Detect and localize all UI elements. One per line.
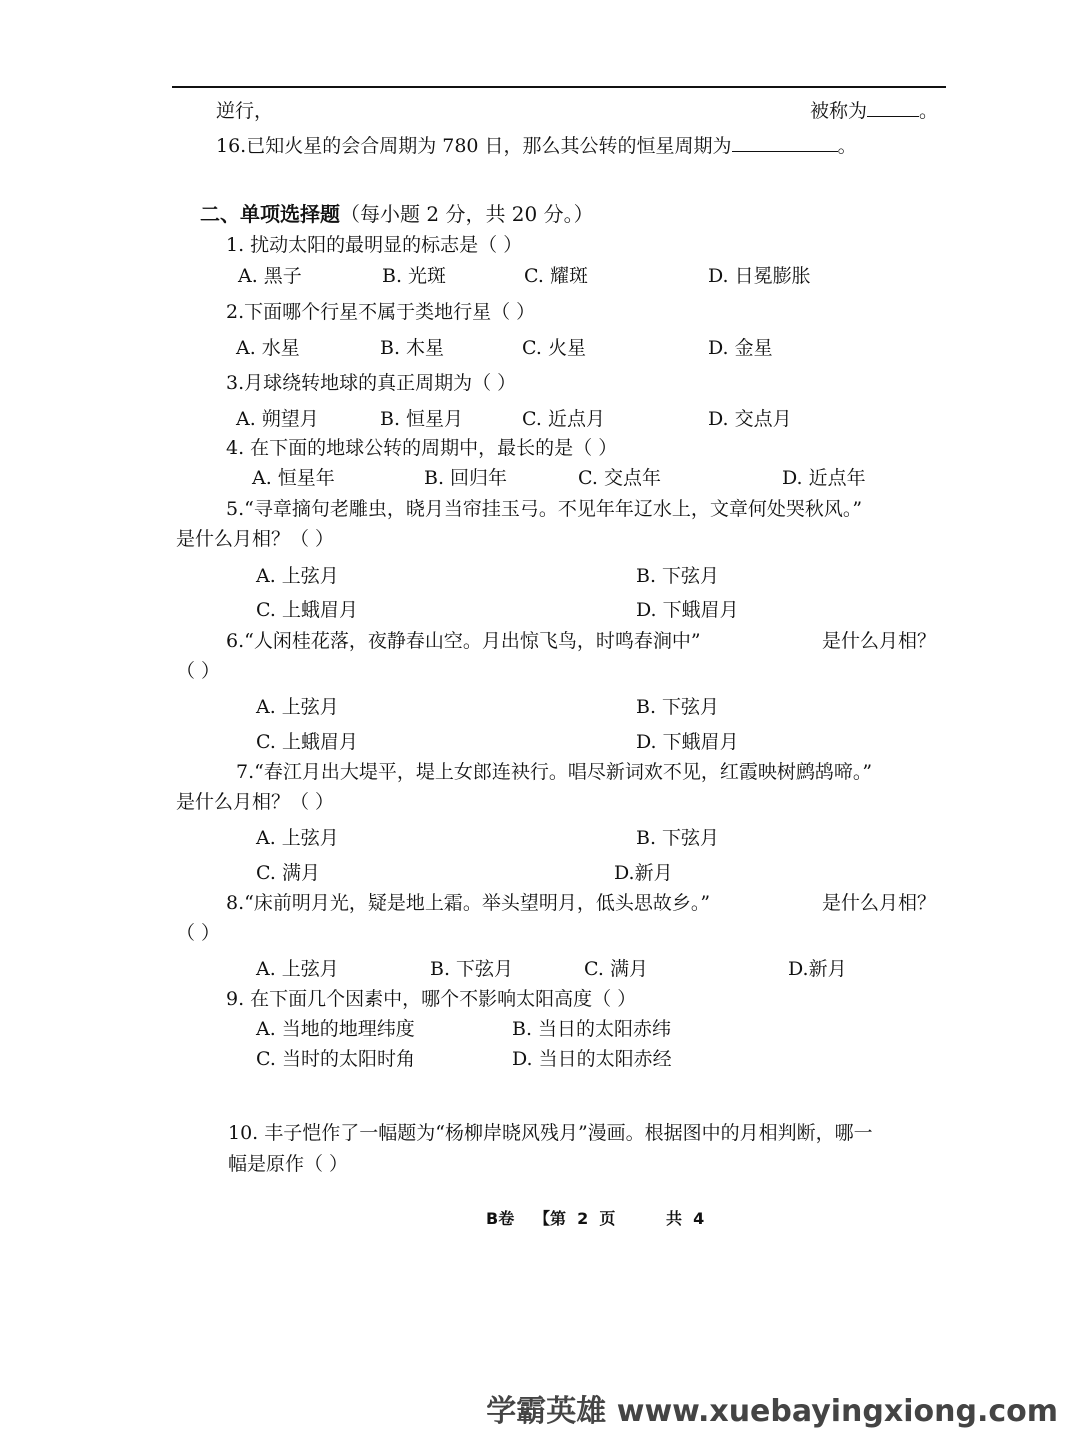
q8-option-c: C. 满月	[584, 958, 648, 980]
q6-option-b: B. 下弦月	[636, 696, 720, 718]
q8-option-b: B. 下弦月	[430, 958, 514, 980]
q2-stem: 2.下面哪个行星不属于类地行星（ ）	[226, 301, 536, 323]
prev-line-right: 被称为 。	[810, 100, 939, 122]
q6-stem: 6.“人闲桂花落，夜静春山空。月出惊飞鸟，时鸣春涧中”	[226, 630, 701, 652]
footer-page-number: 【第 2 页	[534, 1209, 616, 1228]
q1-option-c: C. 耀斑	[524, 265, 588, 287]
q7-stem-cont: 是什么月相？（ ）	[176, 791, 335, 813]
q9-option-a: A. 当地的地理纬度	[256, 1018, 415, 1040]
q3-option-c: C. 近点月	[522, 408, 605, 430]
q6-option-d: D. 下蛾眉月	[636, 731, 739, 753]
q1-option-a: A. 黑子	[238, 265, 302, 287]
q4-option-b: B. 回归年	[424, 467, 508, 489]
q9-stem: 9. 在下面几个因素中，哪个不影响太阳高度（ ）	[226, 988, 637, 1010]
q4-option-c: C. 交点年	[578, 467, 661, 489]
q5-option-a: A. 上弦月	[256, 565, 339, 587]
q9-option-c: C. 当时的太阳时角	[256, 1048, 415, 1070]
section-2-heading: 二、单项选择题（每小题 2 分，共 20 分。）	[200, 202, 594, 226]
q8-option-a: A. 上弦月	[256, 958, 339, 980]
q6-stem-cont: （ ）	[176, 660, 221, 682]
q7-option-d: D.新月	[614, 862, 673, 884]
q5-option-b: B. 下弦月	[636, 565, 720, 587]
q8-stem-cont: （ ）	[176, 922, 221, 944]
q2-option-c: C. 火星	[522, 337, 586, 359]
question-16: 16.已知火星的会合周期为 780 日，那么其公转的恒星周期为 。	[216, 135, 857, 157]
q3-stem: 3.月球绕转地球的真正周期为（ ）	[226, 372, 517, 394]
q3-option-a: A. 朔望月	[236, 408, 319, 430]
q5-stem: 5.“寻章摘句老雕虫，晓月当帘挂玉弓。不见年年辽水上，文章何处哭秋风。”	[226, 498, 863, 520]
q9-option-d: D. 当日的太阳赤经	[512, 1048, 672, 1070]
q7-stem: 7.“春江月出大堤平，堤上女郎连袂行。唱尽新词欢不见，红霞映树鹧鸪啼。”	[236, 761, 873, 783]
prev-line-left: 逆行，	[216, 100, 274, 122]
q4-stem: 4. 在下面的地球公转的周期中，最长的是（ ）	[226, 437, 618, 459]
q3-option-b: B. 恒星月	[380, 408, 464, 430]
q1-option-b: B. 光斑	[382, 265, 447, 287]
q8-option-d: D.新月	[788, 958, 847, 980]
q6-option-c: C. 上蛾眉月	[256, 731, 358, 753]
q2-option-b: B. 木星	[380, 337, 445, 359]
q2-option-d: D. 金星	[708, 337, 773, 359]
q5-option-d: D. 下蛾眉月	[636, 599, 739, 621]
q7-option-a: A. 上弦月	[256, 827, 339, 849]
q7-option-b: B. 下弦月	[636, 827, 720, 849]
site-watermark: 学霸英雄 www.xuebayingxiong.com	[486, 1394, 1058, 1429]
q1-stem: 1. 扰动太阳的最明显的标志是（ ）	[226, 234, 523, 256]
q3-option-d: D. 交点月	[708, 408, 792, 430]
q8-stem-right: 是什么月相？	[822, 892, 937, 914]
q9-option-b: B. 当日的太阳赤纬	[512, 1018, 672, 1040]
q1-option-d: D. 日冕膨胀	[708, 265, 811, 287]
q5-stem-cont: 是什么月相？（ ）	[176, 528, 335, 550]
q6-stem-right: 是什么月相？	[822, 630, 937, 652]
q10-stem-cont: 幅是原作（ ）	[228, 1153, 349, 1175]
q7-option-c: C. 满月	[256, 862, 320, 884]
q10-stem: 10. 丰子恺作了一幅题为“杨柳岸晓风残月”漫画。根据图中的月相判断，哪一	[228, 1122, 873, 1144]
q8-stem: 8.“床前明月光，疑是地上霜。举头望明月，低头思故乡。”	[226, 892, 711, 914]
q4-option-d: D. 近点年	[782, 467, 866, 489]
q6-option-a: A. 上弦月	[256, 696, 339, 718]
header-rule	[172, 86, 946, 88]
footer-page-total: 共 4	[666, 1209, 705, 1228]
q4-option-a: A. 恒星年	[252, 467, 335, 489]
q5-option-c: C. 上蛾眉月	[256, 599, 358, 621]
footer-paper-label: B卷	[486, 1209, 515, 1228]
q2-option-a: A. 水星	[236, 337, 300, 359]
